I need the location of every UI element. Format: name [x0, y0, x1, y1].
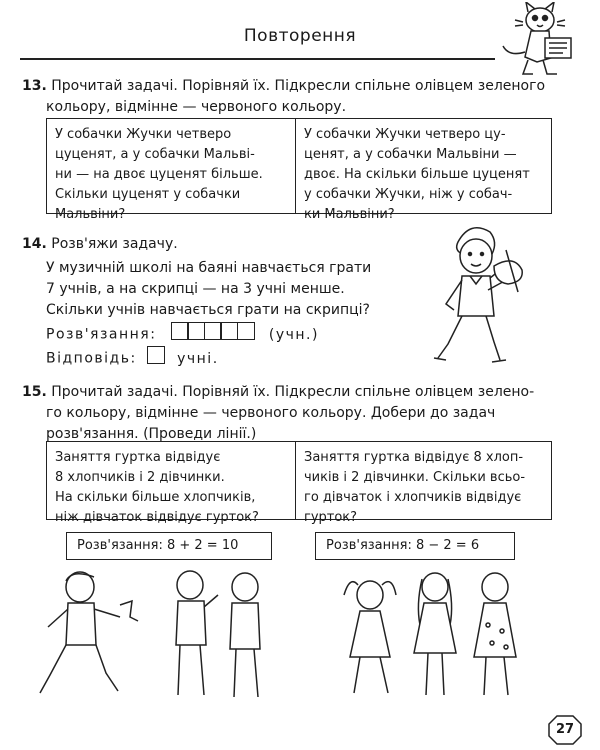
task15-left-line: 8 хлопчиків і 2 дівчинки.: [55, 470, 225, 485]
task15-solution-left[interactable]: Розв'язання: 8 + 2 = 10: [66, 532, 272, 560]
task14-answer-unit: учні.: [177, 350, 219, 367]
solution-cell[interactable]: [237, 322, 255, 340]
task13-left-line: У собачки Жучки четверо: [55, 127, 232, 142]
task13-instruction-line1: [22, 76, 545, 97]
task13-left-line: Мальвіни?: [55, 207, 126, 222]
task14-solution-cells[interactable]: [172, 322, 255, 347]
task13-line1-text: Прочитай задачі. Порівняй їх. Підкресли спільне олівцем зеленого: [51, 78, 546, 94]
title-rule: [20, 58, 495, 60]
solution-cell[interactable]: [187, 322, 205, 340]
task15-instruction-line3: розв'язання. (Проведи лінії.): [46, 426, 257, 442]
task14-answer-label: Відповідь:: [46, 350, 137, 367]
task15-left-line: На скільки більше хлопчиків,: [55, 490, 256, 505]
task13-right-line: У собачки Жучки четверо цу-: [304, 127, 506, 142]
task15-right-box: [295, 441, 552, 525]
page-title: Повторення: [243, 26, 357, 46]
task14-line: Скільки учнів навчається грати на скрипці?: [46, 302, 370, 318]
task13-right-line: у собачки Жучки, ніж у собач-: [304, 187, 513, 202]
task15-right-line: Заняття гуртка відвідує 8 хлоп-: [304, 450, 524, 465]
task15-left-line: Заняття гуртка відвідує: [55, 450, 221, 465]
girls-illustration: [320, 565, 540, 710]
solution-cell[interactable]: [204, 322, 222, 340]
task13-right-line: ки Мальвіни?: [304, 207, 395, 222]
task14-line: У музичній школі на баяні навчається грати: [46, 260, 372, 276]
task14-heading: [22, 234, 178, 255]
task15-instruction-line1: [22, 382, 534, 403]
boy-violin-illustration: [410, 220, 560, 370]
answer-cell[interactable]: [147, 346, 165, 364]
task13-right-line: двоє. На скільки більше цуценят: [304, 167, 530, 182]
task13-instruction-line2: кольору, відмінне — червоного кольору.: [46, 99, 347, 115]
task13-left-line: Скільки цуценят у собачки: [55, 187, 241, 202]
task15-right-line: гурток?: [304, 510, 358, 525]
cat-mascot-illustration: [495, 2, 595, 77]
task13-right-box: [295, 118, 552, 222]
task14-solution-unit: (учн.): [268, 326, 319, 343]
task15-right-line: чиків і 2 дівчинки. Скільки всьо-: [304, 470, 526, 485]
task15-line1-text: Прочитай задачі. Порівняй їх. Підкресли спільне олівцем зелено-: [51, 384, 535, 400]
task13-left-line: цуценят, а у собачки Мальві-: [55, 147, 255, 162]
task14-answer-cell[interactable]: [149, 346, 166, 371]
task14-solution-label: Розв'язання:: [46, 326, 157, 343]
task13-number: 13.: [22, 78, 47, 94]
task14-answer-row: [46, 346, 219, 371]
task13-left-box: [46, 118, 296, 222]
task15-solution-right[interactable]: Розв'язання: 8 − 2 = 6: [315, 532, 515, 560]
boys-illustration: [20, 565, 280, 710]
task14-heading-text: Розв'яжи задачу.: [51, 236, 178, 252]
task14-number: 14.: [22, 236, 47, 252]
task14-line: 7 учнів, а на скрипці — на 3 учні менше.: [46, 281, 345, 297]
task15-number: 15.: [22, 384, 47, 400]
task15-left-line: ніж дівчаток відвідує гурток?: [55, 510, 259, 525]
solution-cell[interactable]: [171, 322, 189, 340]
page-number-badge: [548, 715, 582, 745]
task15-instruction-line2: го кольору, відмінне — червоного кольору. Добери до задач: [46, 405, 496, 421]
page-number: 27: [555, 722, 575, 737]
task15-right-line: го дівчаток і хлопчиків відвідує: [304, 490, 522, 505]
task14-solution-row: [46, 322, 319, 347]
task15-left-box: [46, 441, 296, 525]
solution-cell[interactable]: [220, 322, 238, 340]
task13-left-line: ни — на двоє цуценят більше.: [55, 167, 263, 182]
task13-right-line: ценят, а у собачки Мальвіни —: [304, 147, 517, 162]
